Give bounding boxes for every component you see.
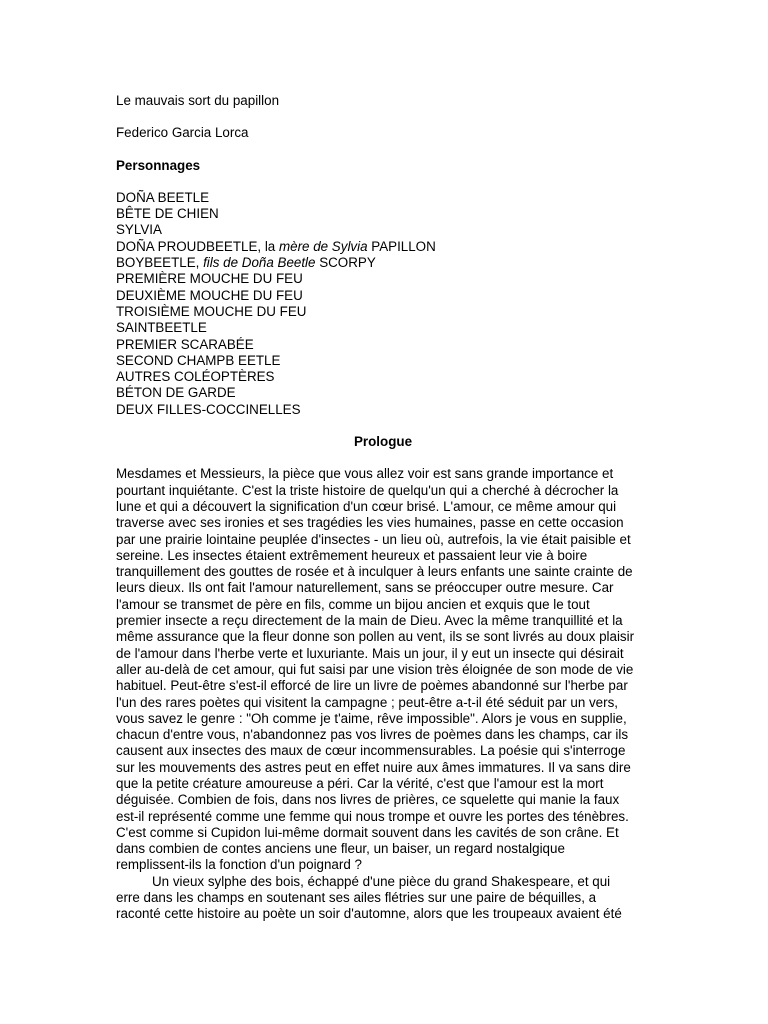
character-name: DOÑA PROUDBEETLE, la — [116, 238, 279, 254]
paragraph-line: Un vieux sylphe des bois, échappé d'une pièce du grand Shakespeare, et qui — [152, 873, 611, 889]
paragraph-line: sur les mouvements des astres peut en effet nuire aux âmes immatures. Il va sans dire — [116, 759, 631, 775]
characters-heading: Personnages — [116, 157, 201, 173]
paragraph-line: lune et qui a découvert la signification d'un cœur brisé. L'amour, ce même amour qui — [116, 498, 617, 514]
paragraph-line: raconté cette histoire au poète un soir d'automne, alors que les troupeaux avaient été — [116, 906, 622, 922]
character-name: TROISIÈME MOUCHE DU FEU — [116, 303, 307, 319]
character-item — [116, 385, 650, 401]
character-item — [116, 190, 650, 206]
prologue-heading: Prologue — [353, 434, 413, 450]
character-description: mère de Sylvia — [278, 238, 368, 254]
character-name: BOYBEETLE, — [116, 255, 204, 271]
paragraph-line: leurs dieux. Ils ont fait l'amour naturellement, sans se préoccuper outre mesure. Car — [116, 580, 614, 596]
paragraph-line: déguisée. Combien de fois, dans nos livres de prières, ce squelette qui manie la faux — [116, 792, 620, 808]
paragraph-line: causent aux insectes des maux de cœur incommensurables. La poésie qui s'interroge — [116, 743, 626, 759]
paragraph-line: dans combien de contes anciens une fleur, un baiser, un regard nostalgique — [116, 841, 565, 857]
character-name: DOÑA BEETLE — [116, 189, 210, 205]
character-item — [116, 239, 650, 255]
character-description: fils de Doña Beetle — [203, 255, 316, 271]
paragraph-line: traverse avec ses ironies et ses tragédies les vies humaines, passe en cette occasion — [116, 515, 624, 531]
character-name: SECOND CHAMPB EETLE — [116, 352, 281, 368]
character-item — [116, 271, 650, 287]
character-item — [116, 206, 650, 222]
paragraph-line: sereine. Les insectes étaient extrêmement heureux et passaient leur vie à boire — [116, 547, 588, 563]
character-name-suffix: PAPILLON — [367, 238, 436, 254]
paragraph-line: premier insecte a reçu directement de la main de Dieu. Avec la même tranquillité et la — [116, 613, 623, 629]
paragraph-line: erre dans les champs en soutenant ses ailes flétries sur une paire de béquilles, a — [116, 890, 597, 906]
character-item — [116, 304, 650, 320]
character-item — [116, 288, 650, 304]
paragraph-line: l'amour se transmet de père en fils, comme un bijou ancien et exquis que le tout — [116, 596, 590, 612]
prologue-paragraph-2 — [116, 874, 650, 923]
paragraph-line: tranquillement des gouttes de rosée et à inculquer à leurs enfants une sainte crainte de — [116, 564, 633, 580]
character-name: BÊTE DE CHIEN — [116, 206, 219, 222]
character-name: SAINTBEETLE — [116, 320, 207, 336]
character-name: DEUXIÈME MOUCHE DU FEU — [116, 287, 303, 303]
character-name: DEUX FILLES-COCCINELLES — [116, 401, 301, 417]
paragraph-line: remplissent-ils la fonction d'un poignard ? — [116, 857, 362, 873]
paragraph-line: chacun d'entre vous, n'abandonnez pas vos livres de poèmes dans les champs, car ils — [116, 727, 629, 743]
document-title: Le mauvais sort du papillon — [116, 93, 280, 108]
character-item — [116, 353, 650, 369]
paragraph-line: vous savez le genre : "Oh comme je t'aime, rêve impossible". Alors je vous en supplie, — [116, 710, 627, 726]
paragraph-line: de l'amour dans l'herbe verte et luxuriante. Mais un jour, il y eut un insecte qui désirait — [116, 645, 624, 661]
paragraph-line: même assurance que la fleur donne son pollen au vent, ils se sont livrés au doux plaisir — [116, 629, 635, 645]
paragraph-line: C'est comme si Cupidon lui-même dormait souvent dans les cavités de son crâne. Et — [116, 824, 619, 840]
prologue-paragraph-1 — [116, 466, 650, 873]
character-item — [116, 222, 650, 238]
paragraph-line: par une prairie lointaine peuplée d'insectes - un lieu où, autrefois, la vie était paisible et — [116, 531, 631, 547]
paragraph-line: l'un des rares poètes qui visitent la campagne ; peut-être a-t-il été séduit par un vers, — [116, 694, 618, 710]
paragraph-line: pourtant inquiétante. C'est la triste histoire de quelqu'un qui a cherché à décrocher la — [116, 482, 619, 498]
paragraph-line: aller au-delà de cet amour, qui fut saisi par une vision très éloignée de son mode de vie — [116, 661, 634, 677]
document-author: Federico Garcia Lorca — [116, 125, 249, 141]
paragraph-line: que la petite créature amoureuse a péri. Car la vérité, c'est que l'amour est la mort — [116, 775, 604, 791]
document-page — [116, 93, 650, 923]
character-item — [116, 402, 650, 418]
character-name: BÉTON DE GARDE — [116, 385, 236, 401]
paragraph-line: Mesdames et Messieurs, la pièce que vous allez voir est sans grande importance et — [116, 466, 614, 482]
character-name: PREMIÈRE MOUCHE DU FEU — [116, 271, 303, 287]
character-name: PREMIER SCARABÉE — [116, 336, 254, 352]
character-item — [116, 255, 650, 271]
character-item — [116, 369, 650, 385]
character-name-suffix: SCORPY — [315, 255, 376, 271]
character-item — [116, 320, 650, 336]
character-name: AUTRES COLÉOPTÈRES — [116, 369, 275, 385]
character-item — [116, 337, 650, 353]
character-name: SYLVIA — [116, 222, 162, 238]
paragraph-line: est-il représenté comme une femme qui nous trompe et ouvre les portes des ténèbres. — [116, 808, 629, 824]
characters-list — [116, 190, 650, 418]
paragraph-line: habituel. Peut-être s'est-il efforcé de lire un livre de poèmes abandonné sur l'herbe par — [116, 678, 628, 694]
